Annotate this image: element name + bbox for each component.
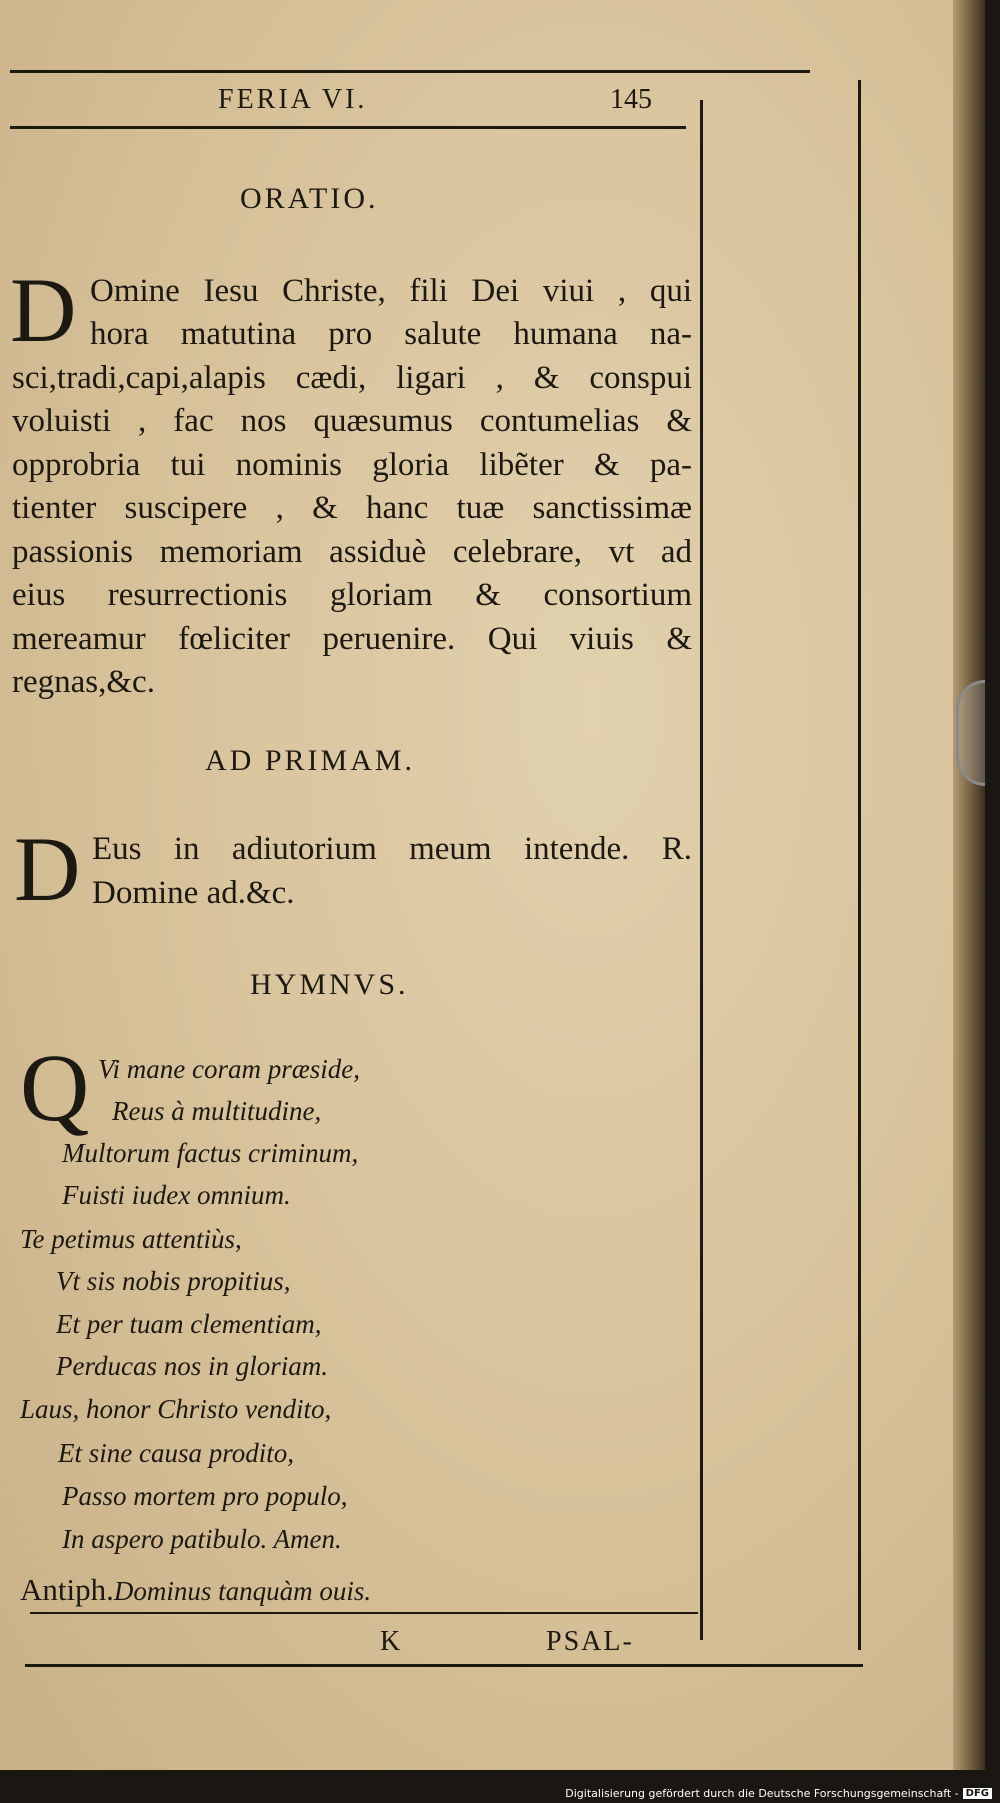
hymn-verse: Reus à multitudine,: [112, 1096, 322, 1126]
hymnus-heading: HYMNVS.: [250, 968, 409, 1001]
text-frame-right: [700, 100, 703, 1640]
hymn-verse: In aspero patibulo. Amen.: [62, 1524, 342, 1554]
bottom-rule: [25, 1664, 863, 1667]
oratio-drop-initial: D: [10, 259, 77, 361]
signature-mark: K: [380, 1626, 401, 1657]
oratio-line: opprobria tui nominis gloria libẽter & pa-: [12, 447, 692, 483]
oratio-line: sci,tradi,capi,alapis cædi, ligari , & conspui: [12, 360, 692, 396]
ad-primam-line: Domine ad.&c.: [92, 875, 295, 911]
oratio-heading: ORATIO.: [240, 182, 379, 215]
hymn-verse: Vt sis nobis propitius,: [56, 1266, 291, 1296]
page-edge: [953, 0, 985, 1770]
oratio-line: mereamur fœliciter peruenire. Qui viuis &: [12, 621, 692, 657]
ad-primam-drop-initial: D: [14, 818, 81, 920]
ad-primam-line: Eus in adiutorium meum intende. R.: [92, 831, 692, 867]
hymn-verse: Passo mortem pro populo,: [62, 1481, 348, 1511]
antiphon: [20, 1572, 371, 1608]
hymn-verse: Vi mane coram præside,: [98, 1054, 360, 1084]
top-rule: [10, 70, 810, 73]
oratio-line: eius resurrectionis gloriam & consortium: [12, 577, 692, 613]
hymn-verse: Laus, honor Christo vendito,: [20, 1394, 332, 1424]
oratio-line: regnas,&c.: [12, 664, 155, 700]
credit-text: Digitalisierung gefördert durch die Deutsche Forschungsgemeinschaft -: [565, 1787, 959, 1800]
running-title: FERIA VI.: [218, 84, 368, 115]
hymn-verse: Et per tuam clementiam,: [56, 1309, 322, 1339]
antiphon-text: Dominus tanquàm ouis.: [113, 1576, 372, 1606]
hymn-verse: Perducas nos in gloriam.: [56, 1351, 328, 1381]
hymn-verse: Multorum factus criminum,: [62, 1138, 359, 1168]
digitization-credit: [565, 1787, 992, 1800]
hymn-verse: Te petimus attentiùs,: [20, 1224, 242, 1254]
hymn-verse: Fuisti iudex omnium.: [62, 1180, 291, 1210]
oratio-line: passionis memoriam assiduè celebrare, vt ad: [12, 534, 692, 570]
outer-frame-right: [858, 80, 861, 1650]
book-clasp: [956, 680, 985, 786]
hymnus-drop-initial: Q: [20, 1034, 90, 1141]
catchword: PSAL-: [546, 1626, 634, 1657]
oratio-line: voluisti , fac nos quæsumus contumelias &: [12, 403, 692, 439]
oratio-line: Omine Iesu Christe, fili Dei viui , qui: [90, 273, 692, 309]
header-rule: [10, 126, 686, 129]
hymn-verse: Et sine causa prodito,: [58, 1438, 294, 1468]
oratio-line: tienter suscipere , & hanc tuæ sanctissimæ: [12, 490, 692, 526]
antiphon-label: Antiph.: [20, 1572, 114, 1607]
ad-primam-heading: AD PRIMAM.: [205, 744, 416, 777]
page-number: 145: [610, 84, 652, 115]
footer-rule: [30, 1612, 698, 1614]
dfg-logo: DFG: [963, 1788, 992, 1799]
oratio-line: hora matutina pro salute humana na-: [90, 316, 692, 352]
